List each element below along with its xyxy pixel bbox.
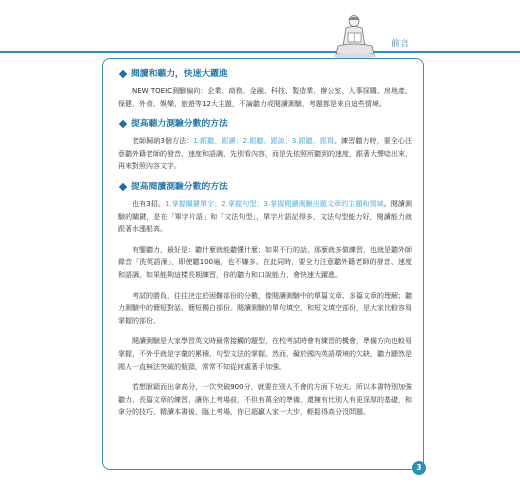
paragraph: NEW TOEIC測驗偏向：企業、商務、金融、科技、製造業、辦公室、人事採購、房地產、保健、外食、娛樂、旅遊等12大主題，不論聽力或閱讀測驗，考題都是來自這些情境。 [118, 87, 412, 108]
section-title-1: 閱讀和聽力，快速大躍進 [118, 68, 412, 80]
paragraph: 考試的勝負，往往決定於困難部份的分數，像閱讀測驗中的單篇文章、多篇文章的理解；聽力測驗中的簡短對話、簡短獨白部份。閱讀測驗的單句填空、和短文填空部份，是大家比較容易掌握的部份。 [118, 291, 412, 325]
section-title-3: 提高閱讀測驗分數的方法 [118, 181, 412, 193]
diamond-bullet-icon [119, 120, 127, 128]
header-rule [0, 51, 520, 53]
header-tag: 前言 [391, 39, 411, 49]
section-title-2: 提高聽力測驗分數的方法 [118, 118, 412, 130]
paragraph: 若想脫穎而出拿高分，一次突破900分，就要在別人不會的方面下功夫。所以本書特別加強聽力、長篇文章的練習，讓你上考場前，不但有萬全的準備，還擁有比別人有更深厚的基礎，和拿分的技巧，精讀本書後，臨上考場，你已超贏人家一大步，輕鬆得高分沒問題。 [118, 383, 412, 417]
diamond-bullet-icon [119, 70, 127, 78]
method-highlight: 1.掌握關鍵單字；2.掌握句型；3.掌握閱讀測驗出題文章的主題和領域 [164, 199, 384, 208]
paragraph: 也有3招。1.掌握關鍵單字；2.掌握句型；3.掌握閱讀測驗出題文章的主題和領域。閱讀測驗的關鍵，是在「單字片語」和「文法句型」，單字片語記得多、文法句型能力好，閱讀能力就跟著水漲船高。 [118, 199, 413, 234]
page-number: 3 [412, 461, 426, 475]
method-highlight: 1.跟聽、跟讀；2.跟聽、跟說；3.跟聽、跟寫 [193, 137, 335, 146]
paragraph: 老師歸納3個方法：1.跟聽、跟讀；2.跟聽、跟說；3.跟聽、跟寫。練習聽力時，要全心注意聽外籍老師的發音、速度和語調，先別看內容，而是先依照所聽到的速度，跟著大聲唸出來，再來對照內容文字。 [118, 137, 412, 171]
paragraph: 閱讀測驗是大家學習英文時最常接觸的題型，在校考試時會有練習的機會，準備方向也較易掌握，不外乎就是字彙的累積、句型文法的掌握。然而，礙於國內英語環境的欠缺，聽力顯然是國人一直無法突破的瓶頸，常常不知從何處著手加強。 [118, 337, 412, 371]
paragraph: 有鑒聽力，最好是：聽什麼就能聽懂什麼；如果不行的話，那麼就多做練習，也就是聽外師錄音「洗英語澡」，即使聽100遍，也不嫌多。在此同時，要全力注意聽外籍老師的發音、速度和語調，如果能夠這樣長期練習，你的聽力和口說能力，會快速大躍進。 [118, 245, 412, 279]
reader-illustration [326, 14, 386, 60]
diamond-bullet-icon [119, 183, 127, 191]
preface-content [118, 68, 412, 425]
